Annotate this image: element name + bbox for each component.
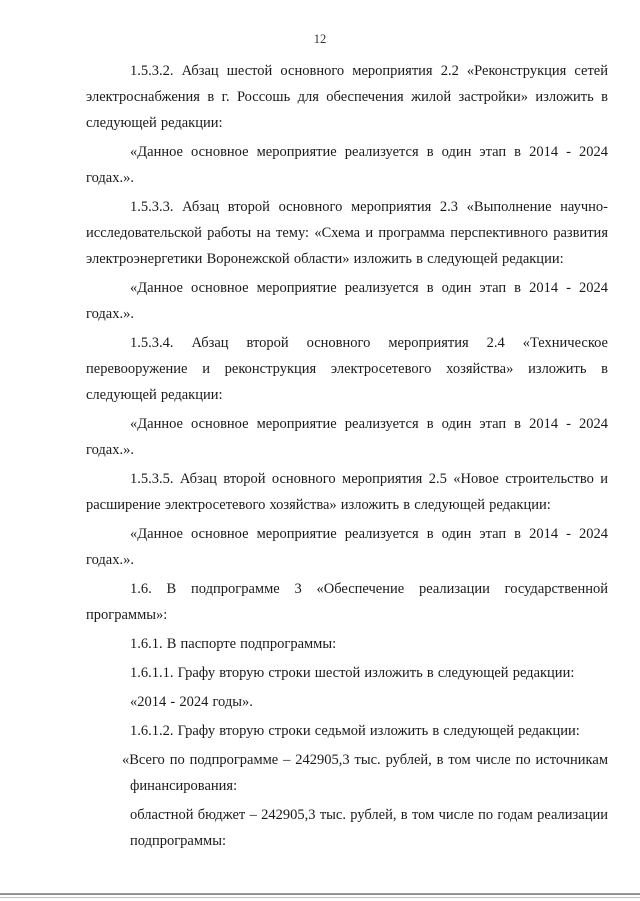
paragraph-quote-stage: «Данное основное мероприятие реализуется в один этап в 2014 - 2024 годах.». [86,144,608,186]
paragraph-regional-budget: областной бюджет – 242905,3 тыс. рублей, в том числе по годам реализации подпрограммы: [130,807,608,849]
paragraph-1-6-1: 1.6.1. В паспорте подпрограммы: [130,636,337,652]
scan-edge-line-secondary [0,897,640,898]
paragraph-total-funding: «Всего по подпрограмме – 242905,3 тыс. рублей, в том числе по источникам финансирования: [122,752,608,794]
paragraph-1-5-3-2: 1.5.3.2. Абзац шестой основного мероприятия 2.2 «Реконструкция сетей электроснабжения в г. Россошь для обеспечения жилой застройки» изложить в следующей редакции: [86,63,608,131]
document-body [86,58,608,857]
paragraph-quote-stage: «Данное основное мероприятие реализуется в один этап в 2014 - 2024 годах.». [86,526,608,568]
scan-edge-line [0,893,640,895]
page-number: 12 [313,32,327,46]
paragraph-quote-stage: «Данное основное мероприятие реализуется в один этап в 2014 - 2024 годах.». [86,416,608,458]
paragraph-1-6-1-2: 1.6.1.2. Графу вторую строки седьмой изложить в следующей редакции: [130,723,580,739]
paragraph-quote-years: «2014 - 2024 годы». [130,694,253,710]
paragraph-quote-stage: «Данное основное мероприятие реализуется в один этап в 2014 - 2024 годах.». [86,280,608,322]
paragraph-1-5-3-3: 1.5.3.3. Абзац второй основного мероприятия 2.3 «Выполнение научно-исследовательской работы на тему: «Схема и программа перспективного развития электроэнергетики Воронежской области» изложить в следующей редакции: [86,199,608,267]
paragraph-1-6: 1.6. В подпрограмме 3 «Обеспечение реализации государственной программы»: [86,581,608,623]
paragraph-1-5-3-5: 1.5.3.5. Абзац второй основного мероприятия 2.5 «Новое строительство и расширение электросетевого хозяйства» изложить в следующей редакции: [86,471,608,513]
paragraph-1-5-3-4: 1.5.3.4. Абзац второй основного мероприятия 2.4 «Техническое перевооружение и реконструкция электросетевого хозяйства» изложить в следующей редакции: [86,335,608,403]
paragraph-1-6-1-1: 1.6.1.1. Графу вторую строки шестой изложить в следующей редакции: [130,665,575,681]
